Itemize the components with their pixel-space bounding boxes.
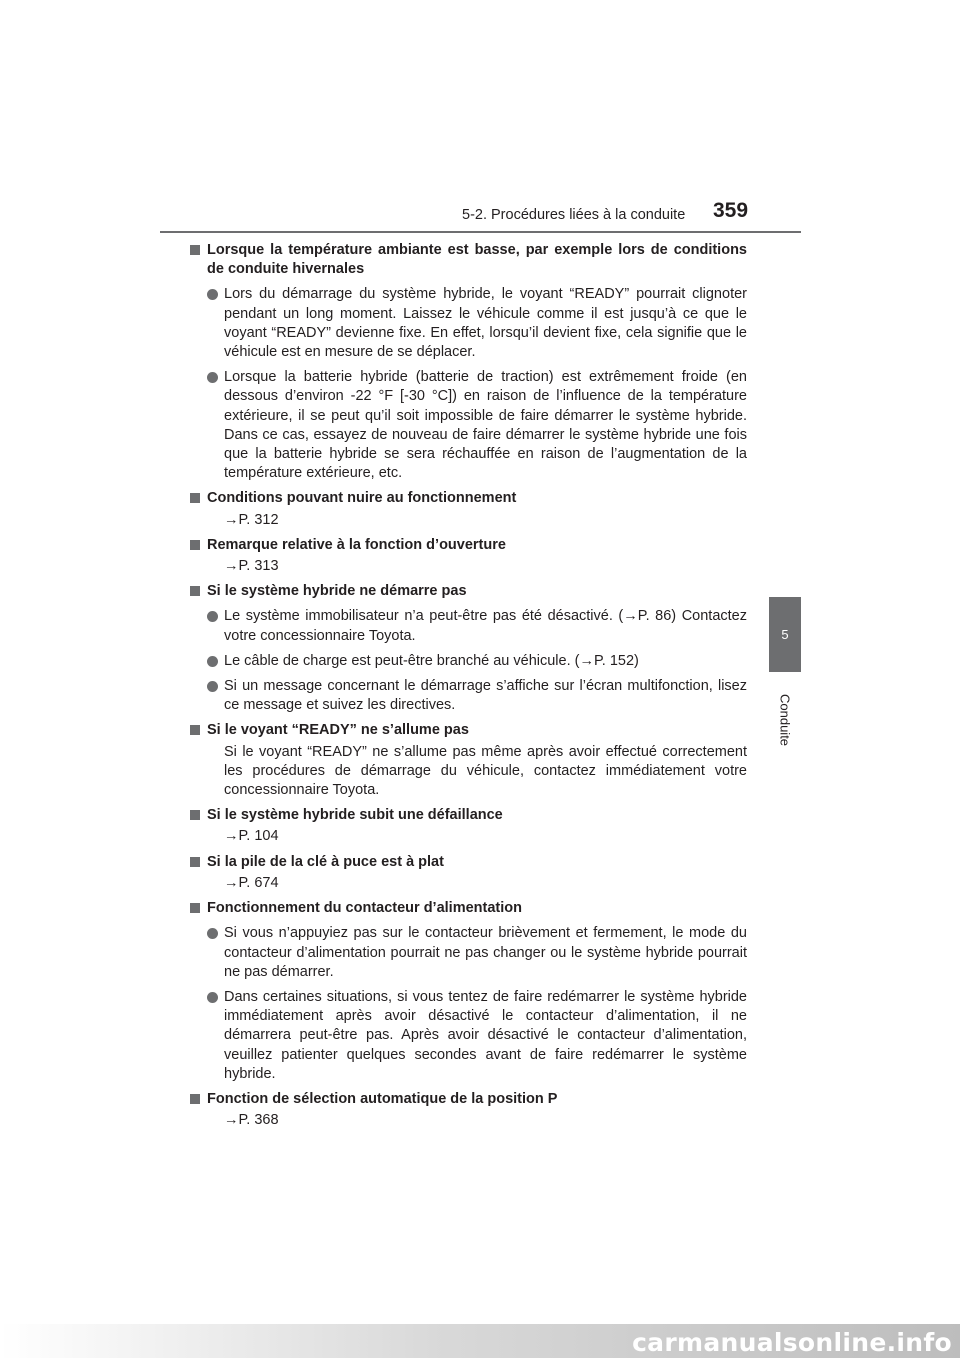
section-heading-text: Remarque relative à la fonction d’ouverture (207, 536, 506, 553)
section-heading-text: Si le système hybride ne démarre pas (207, 583, 467, 600)
bullet-icon (207, 656, 218, 667)
list-item (207, 924, 747, 982)
section-heading-text: Conditions pouvant nuire au fonctionnement (207, 490, 517, 507)
paragraph: Si le voyant “READY” ne s’allume pas même après avoir effectué correctement les procédures de démarrage du véhicule, contactez immédiatement votre concessionnaire Toyota. (224, 743, 747, 799)
square-bullet-icon (190, 586, 200, 596)
bullet-icon (207, 372, 218, 383)
list-item (207, 677, 747, 715)
square-bullet-icon (190, 493, 200, 503)
list-item-text: Lors du démarrage du système hybride, le voyant “READY” pourrait clignoter pendant un long moment. Laissez le véhicule comme il est jusqu’à ce que le voyant “READY” devienne fixe. En effet, lorsqu’il devient fixe, cela signifie que le véhicule est en mesure de se déplacer. (224, 286, 747, 361)
section-heading (190, 582, 747, 601)
section-cold-start (207, 241, 747, 483)
square-bullet-icon (190, 810, 200, 820)
section-heading (190, 536, 747, 555)
list-item (207, 368, 747, 483)
section-title: 5-2. Procédures liées à la conduite (462, 207, 686, 223)
header-divider (160, 231, 801, 233)
list-item (207, 607, 747, 645)
page-reference[interactable]: →P. 674 (224, 874, 279, 891)
section-heading-text: Fonctionnement du contacteur d’alimentation (207, 900, 522, 917)
section-malfunction (207, 806, 747, 846)
section-opening-function (207, 536, 747, 576)
list-item-text: Dans certaines situations, si vous tentez de faire redémarrer le système hybride immédiatement après avoir désactivé le contacteur d’alimentation, il ne démarrera peut-être pas. Après avoir désactivé le contacteur d’alimentation, veuillez patienter quelques secondes avant de faire redémarrer le système hybride. (224, 988, 747, 1082)
section-heading (190, 489, 747, 508)
list-item (207, 988, 747, 1084)
section-heading-text: Si le système hybride subit une défaillance (207, 807, 503, 824)
section-heading (190, 853, 747, 872)
section-heading-text: Lorsque la température ambiante est basse, par exemple lors de conditions de conduite hivernales (207, 242, 747, 278)
list-item (207, 652, 747, 671)
watermark-text: carmanualsonline.info (632, 1328, 952, 1357)
section-heading-text: Si la pile de la clé à puce est à plat (207, 853, 444, 870)
section-ready-light (207, 721, 747, 800)
page-number: 359 (713, 199, 749, 222)
bullet-icon (207, 681, 218, 692)
section-power-switch (207, 899, 747, 1084)
chapter-label: Conduite (777, 693, 793, 747)
page-reference[interactable]: →P. 312 (224, 511, 279, 528)
page-reference[interactable]: →P. 104 (224, 828, 279, 845)
section-heading (190, 241, 747, 279)
section-conditions (207, 489, 747, 529)
list-item-text: Si vous n’appuyiez pas sur le contacteur brièvement et fermement, le mode du contacteur d’alimentation pourrait ne pas changer ou le système hybride pourrait ne pas démarrer. (224, 925, 747, 980)
square-bullet-icon (190, 857, 200, 867)
section-heading-text: Si le voyant “READY” ne s’allume pas (207, 722, 469, 739)
bullet-icon (207, 992, 218, 1003)
square-bullet-icon (190, 903, 200, 913)
square-bullet-icon (190, 540, 200, 550)
square-bullet-icon (190, 245, 200, 255)
chapter-label-box (768, 680, 802, 760)
list-item-text: Le système immobilisateur n’a peut-être pas été désactivé. (→P. 86) Contactez votre concessionnaire Toyota. (224, 608, 747, 644)
section-key-battery (207, 853, 747, 893)
square-bullet-icon (190, 1094, 200, 1104)
bullet-icon (207, 611, 218, 622)
chapter-tab (769, 597, 801, 672)
section-heading-text: Fonction de sélection automatique de la position P (207, 1090, 558, 1107)
list-item-text: Si un message concernant le démarrage s’affiche sur l’écran multifonction, lisez ce message et suivez les directives. (224, 678, 747, 714)
section-heading (190, 899, 747, 918)
section-heading (190, 806, 747, 825)
watermark-bar (0, 1324, 960, 1358)
page-reference[interactable]: →P. 313 (224, 558, 279, 575)
list-item-text: Lorsque la batterie hybride (batterie de traction) est extrêmement froide (en dessous d’environ -22 °F [-30 °C]) en raison de l’influence de la température extérieure, il se peut qu’il soit impossible de faire démarrer le système hybride. Dans ce cas, essayez de nouveau de faire démarrer le système hybride une fois que la batterie hybride se sera réchauffée en raison de l’augmentation de la température extérieure, etc. (224, 369, 747, 482)
section-heading (190, 721, 747, 740)
section-auto-p (207, 1090, 747, 1130)
bullet-icon (207, 289, 218, 300)
section-no-start (207, 582, 747, 715)
section-heading (190, 1090, 747, 1109)
page-reference[interactable]: →P. 368 (224, 1112, 279, 1129)
square-bullet-icon (190, 725, 200, 735)
main-content (207, 241, 747, 1136)
chapter-number: 5 (781, 627, 789, 642)
list-item (207, 285, 747, 362)
list-item-text: Le câble de charge est peut-être branché au véhicule. (→P. 152) (224, 652, 639, 669)
bullet-icon (207, 928, 218, 939)
